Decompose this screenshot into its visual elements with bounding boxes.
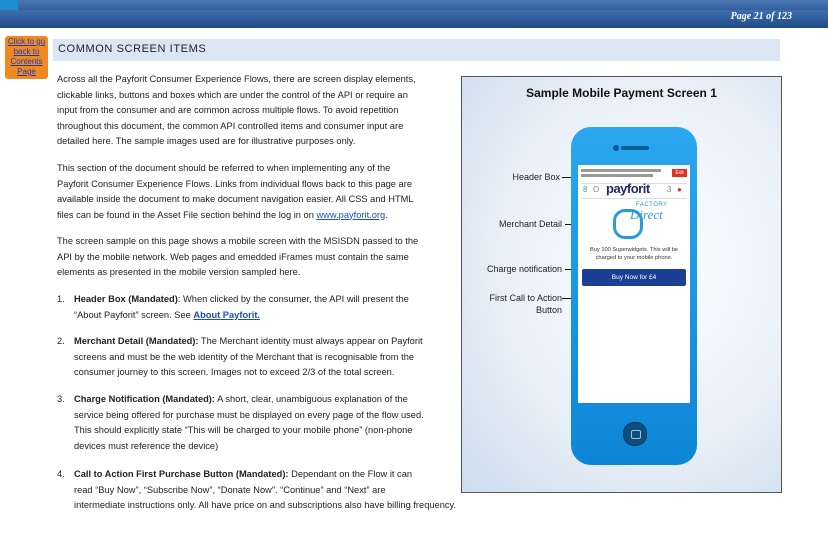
list-line <box>74 308 464 324</box>
callout-line: Button <box>535 305 562 315</box>
paragraph-line: Across all the Payforit Consumer Experience Flows, there are screen display elements, <box>57 74 416 84</box>
back-button-line: Click to go <box>7 37 46 46</box>
list-heading: Call to Action First Purchase Button (Mandated): <box>74 469 289 479</box>
network-logo-icon: 8 <box>583 185 588 194</box>
section-header-bar <box>53 39 780 61</box>
list-number: 4. <box>57 469 65 479</box>
paragraph-line: input from the consumer and are common across multiple flows. To avoid repetition <box>57 105 399 115</box>
list-line: devices must reference the device) <box>74 440 219 451</box>
merchant-name: Direct <box>630 207 663 222</box>
payforit-website-link[interactable]: www.payforit.org <box>316 209 386 220</box>
screen-sample-paragraph <box>57 234 418 281</box>
list-heading: Charge Notification (Mandated): <box>74 394 216 404</box>
list-line <box>74 292 464 308</box>
list-number: 3. <box>57 394 65 404</box>
header-box-text-line <box>581 169 661 172</box>
section-title: COMMON SCREEN ITEMS <box>58 43 207 55</box>
list-line: screens and must be the web identity of the Merchant that is recognisable from the <box>74 351 415 362</box>
list-item-header-box <box>57 292 457 324</box>
paragraph-line: detailed here. The sample images used are for illustrative purposes only. <box>57 136 356 146</box>
charge-line: Buy 100 Superwidgets. This will be <box>589 247 679 253</box>
list-item-merchant-detail <box>57 334 457 382</box>
list-number: 1. <box>57 294 65 304</box>
page-header-bar <box>0 10 828 28</box>
list-item-call-to-action <box>57 467 517 515</box>
back-button-line: Page <box>17 67 36 76</box>
phone-speaker <box>621 146 649 150</box>
paragraph-line: This section of the document should be referred to when implementing any of the <box>57 163 391 173</box>
payforit-logo-bar <box>581 183 687 199</box>
list-line: service being offered for purchase must be displayed on every page of the flow used. <box>74 409 424 420</box>
paragraph-line: available inside the document to make document navigation easier. All CSS and HTML <box>57 194 414 204</box>
sample-mobile-screen-figure <box>461 76 782 493</box>
callout-merchant-detail: Merchant Detail <box>498 219 562 229</box>
phone-home-button <box>623 422 647 446</box>
phone-camera <box>613 145 619 151</box>
paragraph-line: elements as presented in the mobile version sampled here. <box>57 267 301 277</box>
charge-line: charged to your mobile phone. <box>595 255 673 261</box>
callout-charge-notification: Charge notification <box>486 264 562 274</box>
phone-home-icon <box>631 430 641 439</box>
list-heading: Header Box (Mandated) <box>74 294 178 304</box>
list-line <box>74 334 464 350</box>
paragraph-line: throughout this document, the common API controlled items and consumer input are <box>57 120 404 131</box>
list-line <box>74 392 464 408</box>
callout-first-call-to-action <box>466 292 562 316</box>
paragraph-line: clickable links, buttons and boxes which are under the control of the API or require an <box>57 89 408 100</box>
back-button-line: back to <box>13 47 40 56</box>
phone-screen <box>578 165 690 403</box>
list-text: The Merchant identity must always appear on Payforit <box>198 336 423 346</box>
paragraph-text: . <box>385 209 388 220</box>
intro-paragraph <box>57 72 416 150</box>
charge-notification-text <box>584 246 684 262</box>
about-payforit-link[interactable]: About Payforit. <box>193 309 261 320</box>
network-logo-icon: O <box>593 185 600 194</box>
payforit-logo: payforit <box>606 181 650 196</box>
list-text: A short, clear, unambiguous explanation of the <box>215 394 408 404</box>
callout-header-box: Header Box <box>512 172 560 182</box>
paragraph-line-with-link <box>57 208 414 224</box>
paragraph-line: Payforit Consumer Experience Flows. Links from individual flows back to this page are <box>57 178 412 189</box>
list-line <box>74 467 524 483</box>
merchant-name-small: FACTORY <box>636 202 668 208</box>
network-logo-icon: ● <box>677 185 682 194</box>
paragraph-text: files can be found in the Asset File section behind the log in on <box>57 209 317 220</box>
exit-button[interactable]: Exit <box>672 169 687 177</box>
list-line: This should explicitly state “This will be charged to your mobile phone” (non-phone <box>74 425 413 435</box>
list-heading: Merchant Detail (Mandated): <box>74 336 199 346</box>
back-button-line: Contents <box>10 57 43 66</box>
list-line: read “Buy Now”, “Subscribe Now”, “Donate Now”. “Continue” and “Next” are <box>74 484 386 495</box>
paragraph-line: The screen sample on this page shows a mobile screen with the MSISDN passed to the <box>57 236 419 246</box>
list-text: Dependant on the Flow it can <box>288 469 413 479</box>
figure-title: Sample Mobile Payment Screen 1 <box>526 86 717 100</box>
callout-line: First Call to Action <box>489 293 562 303</box>
phone-illustration <box>571 127 697 465</box>
list-text: : When clicked by the consumer, the API will present the <box>177 294 409 304</box>
list-number: 2. <box>57 336 65 346</box>
list-line: consumer journey to this screen. Images not to exceed 2/3 of the total screen. <box>74 367 395 377</box>
buy-now-button[interactable]: Buy Now for £4 <box>582 269 686 286</box>
list-item-charge-notification <box>57 392 457 456</box>
network-logo-icon: 3 <box>667 185 672 194</box>
back-to-contents-button[interactable] <box>5 36 48 79</box>
header-box-text-line <box>581 174 653 177</box>
reference-paragraph <box>57 161 414 223</box>
page-number-label: Page 21 of 123 <box>730 11 792 22</box>
paragraph-line: API by the mobile network. Web pages and emedded iFrames must contain the same <box>57 251 409 262</box>
list-line: intermediate instructions only. All have price on and subscriptions also have billing frequency. <box>74 500 457 510</box>
list-text: “About Payforit” screen. See <box>74 309 194 320</box>
